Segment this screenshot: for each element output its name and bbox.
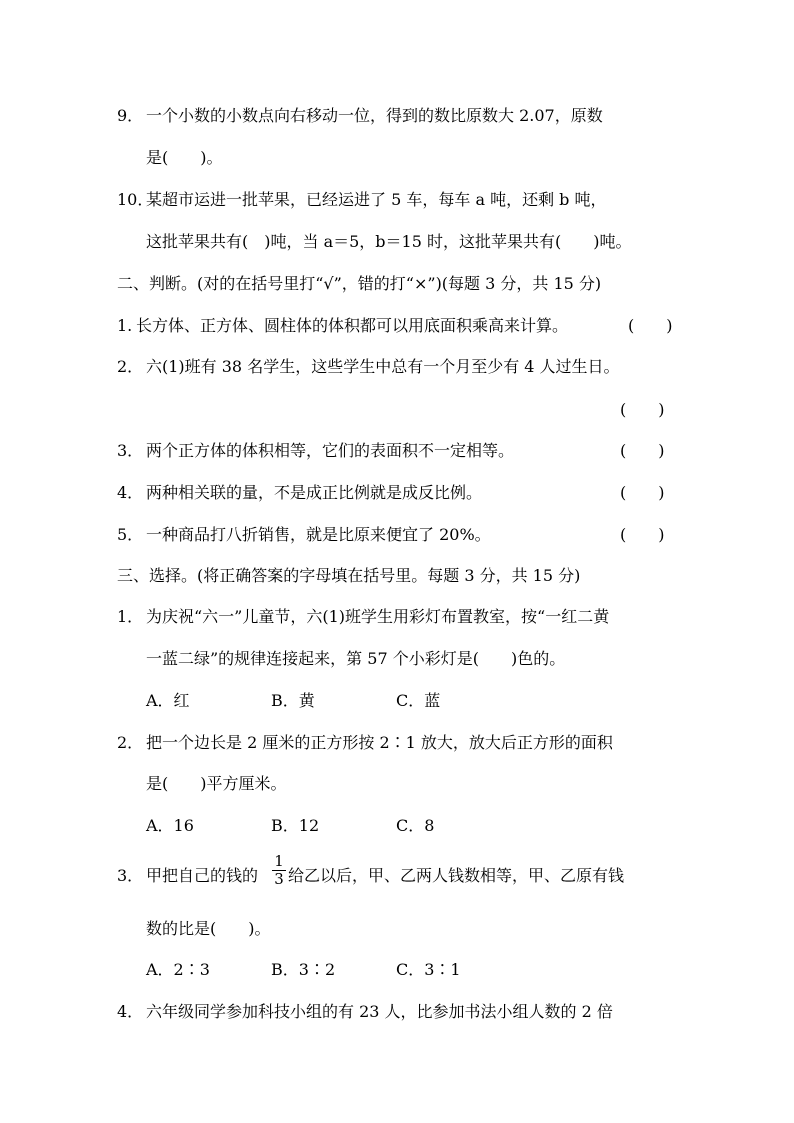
choice-3-number: 3． [117,866,144,885]
choice-1-text-line1: 为庆祝“六一”儿童节，六(1)班学生用彩灯布置教室，按“一红二黄 [146,607,610,626]
choice-3-option-c[interactable]: C．3∶1 [396,960,461,979]
q10-text-line2: 这批苹果共有( )吨，当 a＝5，b＝15 时，这批苹果共有( )吨。 [146,232,632,251]
choice-1-text-line2: 一蓝二绿”的规律连接起来，第 57 个小彩灯是( )色的。 [146,649,566,668]
judge-4-text: 两种相关联的量，不是成正比例就是成反比例。 [146,483,483,502]
choice-2-text-line2: 是( )平方厘米。 [146,774,287,793]
fraction-denominator: 3 [274,870,284,888]
judge-5-text: 一种商品打八折销售，就是比原来便宜了 20%。 [146,525,491,544]
choice-2-option-b[interactable]: B．12 [271,816,320,835]
q10-text-line1: 某超市运进一批苹果，已经运进了 5 车，每车 a 吨，还剩 b 吨， [146,190,607,209]
judge-2-answer-bracket[interactable]: ( ) [620,400,665,419]
q9-text-line1: 一个小数的小数点向右移动一位，得到的数比原数大 2.07，原数 [146,106,603,125]
choice-3-option-a[interactable]: A．2∶3 [146,960,210,979]
choice-3-option-b[interactable]: B．3∶2 [271,960,336,979]
judge-3-answer-bracket[interactable]: ( ) [620,441,665,460]
judge-4-answer-bracket[interactable]: ( ) [620,483,665,502]
choice-3-text-before-fraction: 甲把自己的钱的 [146,866,259,885]
judge-1-answer-bracket[interactable]: ( ) [628,316,673,335]
section2-heading: 二、判断。(对的在括号里打“√”，错的打“×”)(每题 3 分，共 15 分) [117,274,602,293]
choice-2-text-line1: 把一个边长是 2 厘米的正方形按 2∶1 放大，放大后正方形的面积 [146,733,613,752]
choice-1-option-c[interactable]: C．蓝 [396,691,441,710]
choice-4-text-line1: 六年级同学参加科技小组的有 23 人，比参加书法小组人数的 2 倍 [146,1002,613,1021]
choice-2-option-a[interactable]: A．16 [146,816,194,835]
choice-4-number: 4． [117,1002,144,1021]
judge-3-number: 3． [117,441,144,460]
fraction-one-third [272,854,286,887]
q9-number: 9． [117,106,144,125]
choice-1-option-b[interactable]: B．黄 [271,691,315,710]
section3-heading: 三、选择。(将正确答案的字母填在括号里。每题 3 分，共 15 分) [117,566,581,585]
choice-1-option-a[interactable]: A．红 [146,691,190,710]
judge-1-text: 长方体、正方体、圆柱体的体积都可以用底面积乘高来计算。 [136,316,569,335]
judge-4-number: 4． [117,483,144,502]
choice-3-text-after-fraction: 给乙以后，甲、乙两人钱数相等，甲、乙原有钱 [288,866,625,885]
choice-1-number: 1． [117,607,144,626]
judge-5-answer-bracket[interactable]: ( ) [620,525,665,544]
choice-2-number: 2． [117,733,144,752]
judge-2-number: 2． [117,357,144,376]
judge-5-number: 5． [117,525,144,544]
q9-text-line2: 是( )。 [146,148,223,167]
judge-1-number: 1. [117,316,133,335]
judge-2-text: 六(1)班有 38 名学生，这些学生中总有一个月至少有 4 人过生日。 [146,357,620,376]
choice-3-text-line2: 数的比是( )。 [146,919,271,938]
q10-number: 10． [117,190,154,209]
judge-3-text: 两个正方体的体积相等，它们的表面积不一定相等。 [146,441,515,460]
fraction-numerator: 1 [274,852,284,870]
choice-2-option-c[interactable]: C．8 [396,816,435,835]
